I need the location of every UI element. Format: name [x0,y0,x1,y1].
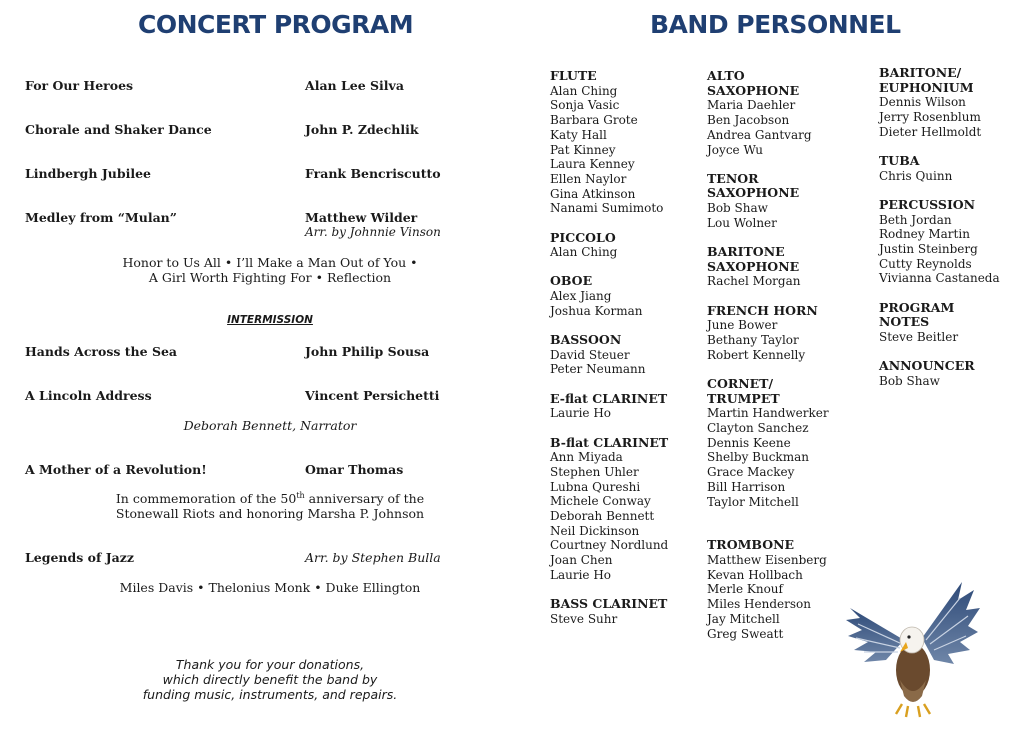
member-name: Shelby Buckman [707,450,809,465]
piece-title: Lindbergh Jubilee [25,166,151,181]
note-text: In commemoration of the 50 [115,491,297,506]
section-title: TRUMPET [707,390,780,406]
section-title: ANNOUNCER [879,358,975,374]
section-b-flat-clarinet [550,436,668,583]
member-name: Ellen Naylor [550,171,627,186]
section-french-horn [707,304,829,363]
member-name: Bob Shaw [879,373,940,388]
member-name: Dieter Hellmoldt [879,124,982,139]
member-name: Lou Wolner [707,215,777,230]
member-name: Nanami Sumimoto [550,201,664,216]
section-title: EUPHONIUM [879,79,974,95]
member-name: Laura Kenney [550,157,635,172]
member-name: Barbara Grote [550,113,638,128]
member-name: Neil Dickinson [550,523,640,538]
piece-title: A Mother of a Revolution! [25,462,207,477]
member-name: Matthew Eisenberg [707,552,827,567]
piece-title: For Our Heroes [25,78,134,93]
section-title: ALTO [707,68,745,83]
member-name: Alan Ching [550,83,618,98]
member-name: Joshua Korman [550,303,643,318]
member-name: Martin Handwerker [707,406,829,421]
section-title: OBOE [550,273,593,289]
note-text: anniversary of the [304,491,425,506]
thank-you-note [25,657,515,702]
piece-note [25,491,515,521]
section-tenor-saxophone [707,172,829,231]
section-title: CORNET/ [707,375,774,391]
member-name: Andrea Gantvarg [707,127,812,142]
member-name: Greg Sweatt [707,626,784,641]
concert-program-title: CONCERT PROGRAM [138,10,414,39]
member-name: Ann Miyada [550,450,623,465]
piece-title: Hands Across the Sea [25,344,178,359]
section-oboe [550,274,668,318]
piece-arranger: Arr. by Stephen Bulla [305,550,441,565]
member-name: David Steuer [550,347,630,362]
piece-note-line [25,491,515,506]
program-piece [25,462,465,477]
member-name: Peter Neumann [550,362,646,377]
section-title: TENOR [707,170,759,186]
member-name: Steve Suhr [550,611,618,626]
section-title: SAXOPHONE [707,82,800,98]
personnel-column-2 [707,69,829,656]
member-name: Sonja Vasic [550,98,620,113]
section-title: B-flat CLARINET [550,434,669,450]
member-name: Justin Steinberg [879,242,978,257]
section-title: PERCUSSION [879,196,976,212]
member-name: Laurie Ho [550,406,612,421]
section-title: PICCOLO [550,229,616,245]
section-bassoon [550,333,668,377]
note-superscript: th [296,490,305,500]
eagle-illustration [842,578,982,723]
member-name: June Bower [707,318,778,333]
section-announcer [879,359,1000,388]
member-name: Katy Hall [550,127,607,142]
section-title: E-flat CLARINET [550,390,668,406]
thank-you-line: which directly benefit the band by [162,672,378,687]
section-cornet-trumpet [707,377,829,509]
member-name: Laurie Ho [550,567,612,582]
section-title: BASSOON [550,332,622,348]
member-name: Alex Jiang [550,289,612,304]
thank-you-line: funding music, instruments, and repairs. [142,687,398,702]
member-name: Steve Beitler [879,330,959,345]
narrator-note: Deborah Bennett, Narrator [183,418,357,433]
member-name: Michele Conway [550,494,651,509]
program-piece [25,388,465,403]
piece-note-line: Honor to Us All • I’ll Make a Man Out of You • [122,255,418,270]
member-name: Joan Chen [550,553,613,568]
member-name: Jerry Rosenblum [879,110,981,125]
piece-title: Medley from “Mulan” [25,210,177,225]
member-name: Dennis Keene [707,435,791,450]
program-piece [25,550,465,565]
member-name: Rachel Morgan [707,274,801,289]
member-name: Bethany Taylor [707,333,799,348]
member-name: Bill Harrison [707,479,786,494]
member-name: Merle Knouf [707,582,783,597]
section-program-notes [879,301,1000,345]
member-name: Dennis Wilson [879,95,966,110]
section-title: FLUTE [550,68,597,83]
member-name: Deborah Bennett [550,509,655,524]
intermission-label [25,314,515,326]
band-personnel-title: BAND PERSONNEL [650,10,901,39]
member-name: Vivianna Castaneda [879,271,1000,286]
member-name: Beth Jordan [879,212,952,227]
piece-note [25,255,515,285]
member-name: Ben Jacobson [707,113,790,128]
piece-title: A Lincoln Address [25,388,152,403]
piece-arranger: Arr. by Johnnie Vinson [305,225,441,239]
member-name: Joyce Wu [707,142,764,157]
piece-composer: Matthew Wilder [305,210,418,225]
section-title: TUBA [879,153,920,169]
member-name: Jay Mitchell [707,611,780,626]
section-baritone-euphonium [879,66,1000,140]
section-title: BARITONE/ [879,65,962,80]
member-name: Gina Atkinson [550,186,636,201]
member-name: Rodney Martin [879,227,970,242]
piece-note: Miles Davis • Thelonius Monk • Duke Ellington [119,580,421,595]
section-title: BARITONE [707,244,785,260]
section-title: FRENCH HORN [707,302,818,318]
section-title: BASS CLARINET [550,596,668,612]
section-title: SAXOPHONE [707,258,800,274]
section-title: NOTES [879,314,930,330]
piece-composer: Vincent Persichetti [305,388,440,403]
intermission-text: INTERMISSION [227,314,313,326]
piece-composer: Omar Thomas [305,462,404,477]
member-name: Alan Ching [550,245,618,260]
piece-composer: John Philip Sousa [305,344,430,359]
section-bass-clarinet [550,597,668,626]
thank-you-line: Thank you for your donations, [175,657,365,672]
section-baritone-saxophone [707,245,829,289]
member-name: Maria Daehler [707,98,796,113]
program-piece [25,78,465,93]
piece-note-line: A Girl Worth Fighting For • Reflection [148,270,392,285]
program-piece [25,122,465,137]
piece-composer: Alan Lee Silva [305,78,404,93]
section-title: SAXOPHONE [707,185,800,201]
eagle-eye [907,635,910,638]
piece-composer: Frank Bencriscutto [305,166,441,181]
section-e-flat-clarinet [550,392,668,421]
section-alto-saxophone [707,69,829,157]
program-piece [25,210,465,225]
member-name: Chris Quinn [879,168,953,183]
member-name: Kevan Hollbach [707,567,803,582]
eagle-talons [896,704,930,717]
member-name: Miles Henderson [707,597,811,612]
piece-title: Legends of Jazz [25,550,134,565]
section-piccolo [550,231,668,260]
piece-composer: John P. Zdechlik [305,122,419,137]
section-tuba [879,154,1000,183]
member-name: Clayton Sanchez [707,421,809,436]
member-name: Pat Kinney [550,142,616,157]
member-name: Robert Kennelly [707,347,806,362]
member-name: Grace Mackey [707,465,795,480]
member-name: Taylor Mitchell [707,494,799,509]
member-name: Courtney Nordlund [550,538,669,553]
program-piece [25,344,465,359]
member-name: Bob Shaw [707,201,768,216]
personnel-column-1 [550,69,668,641]
section-percussion [879,198,1000,286]
section-title: PROGRAM [879,299,955,315]
section-flute [550,69,668,216]
personnel-column-3 [879,66,1000,403]
eagle-left-wing [846,608,904,662]
eagle-right-wing [922,582,980,664]
piece-note-line: Stonewall Riots and honoring Marsha P. Johnson [115,506,425,521]
member-name: Lubna Qureshi [550,479,641,494]
member-name: Cutty Reynolds [879,256,972,271]
piece-title: Chorale and Shaker Dance [25,122,212,137]
section-title: TROMBONE [707,537,795,553]
program-piece [25,166,465,181]
member-name: Stephen Uhler [550,464,639,479]
section-trombone [707,538,829,641]
